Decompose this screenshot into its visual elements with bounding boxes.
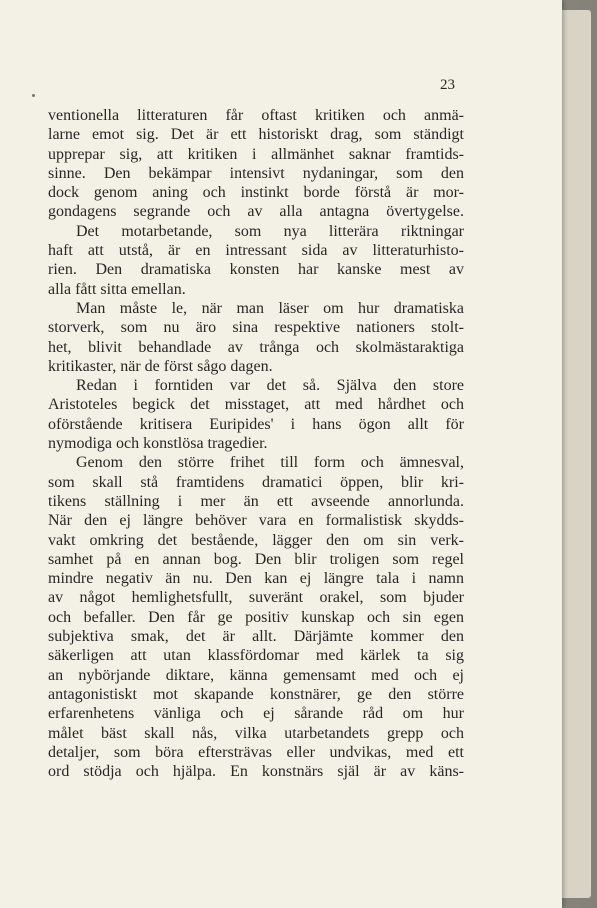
text-line: oförstående kritisera Euripides' i hans ögon allt för [48,415,464,433]
text-line: antagonistiskt mot skapande konstnärer, ge den större [48,685,464,703]
text-line: sinne. Den bekämpar intensivt nydaningar, som den [48,164,464,182]
text-line: mindre negativ än nu. Den kan ej längre tala i namn [48,570,464,588]
text-line: rien. Den dramatiska konsten har kanske mest av [48,261,464,279]
text-line: haft att utstå, är en intressant sida av litteraturhisto- [48,242,464,260]
text-line: upprepar sig, att kritiken i allmänhet saknar framtids- [48,145,464,163]
text-line: som skall stå framtidens dramatici öppen, blir kri- [48,473,464,491]
text-line: erfarenhetens vänliga och ej sårande råd om hur [48,705,464,723]
text-line: detaljer, som böra eftersträvas eller undvikas, med ett [48,743,464,761]
text-line: het, blivit behandlade av trånga och skolmästaraktiga [48,338,464,356]
text-line: tikens ställning i mer än ett avseende annorlunda. [48,492,464,510]
text-line: storverk, som nu äro sina respektive nationers stolt- [48,319,464,337]
speck-mark [32,94,35,97]
text-line: larne emot sig. Det är ett historiskt drag, som ständigt [48,126,464,144]
text-line: Man måste le, när man läser om hur dramatiska [76,299,464,317]
text-line: säkerligen att utan klassfördomar med kärlek ta sig [48,647,464,665]
text-line: Redan i forntiden var det så. Själva den store [76,377,464,395]
text-line: vakt omkring det bestående, lägger den om sin verk- [48,531,464,549]
text-line: dock genom aning och instinkt borde förstå är mor- [48,184,464,202]
text-line: Det motarbetande, som nya litterära riktningar [76,222,464,240]
text-line: målet bäst skall nås, vilka utarbetandets grepp och [48,724,464,742]
text-line: Genom den större frihet till form och ämnesval, [76,454,464,472]
body-text [48,106,464,781]
text-line: Aristoteles begick det misstaget, att med hårdhet och [48,396,464,414]
text-line: an nybörjande diktare, känna gemensamt med och ej [48,666,464,684]
text-line: ventionella litteraturen får oftast kritiken och anmä- [48,107,464,124]
text-line: samhet på en annan bog. Den blir troligen som regel [48,550,464,568]
text-line: nymodiga och konstlösa tragedier. [48,435,268,453]
text-line: av något hemlighetsfullt, suveränt orakel, som bjuder [48,589,464,607]
text-line: När den ej längre behöver vara en formalistisk skydds- [48,512,464,530]
text-line: ord stödja och hjälpa. En konstnärs själ är av käns- [48,763,464,781]
page-number: 23 [440,77,455,93]
text-line: subjektiva smak, det är allt. Därjämte kommer den [48,628,464,646]
text-line: kritikaster, när de först sågo dagen. [48,357,273,375]
text-line: gondagens segrande och av alla antagna övertygelse. [48,203,464,221]
text-line: alla fått sitta emellan. [48,280,186,298]
text-line: och befaller. Den får ge positiv kunskap och sin egen [48,608,464,626]
